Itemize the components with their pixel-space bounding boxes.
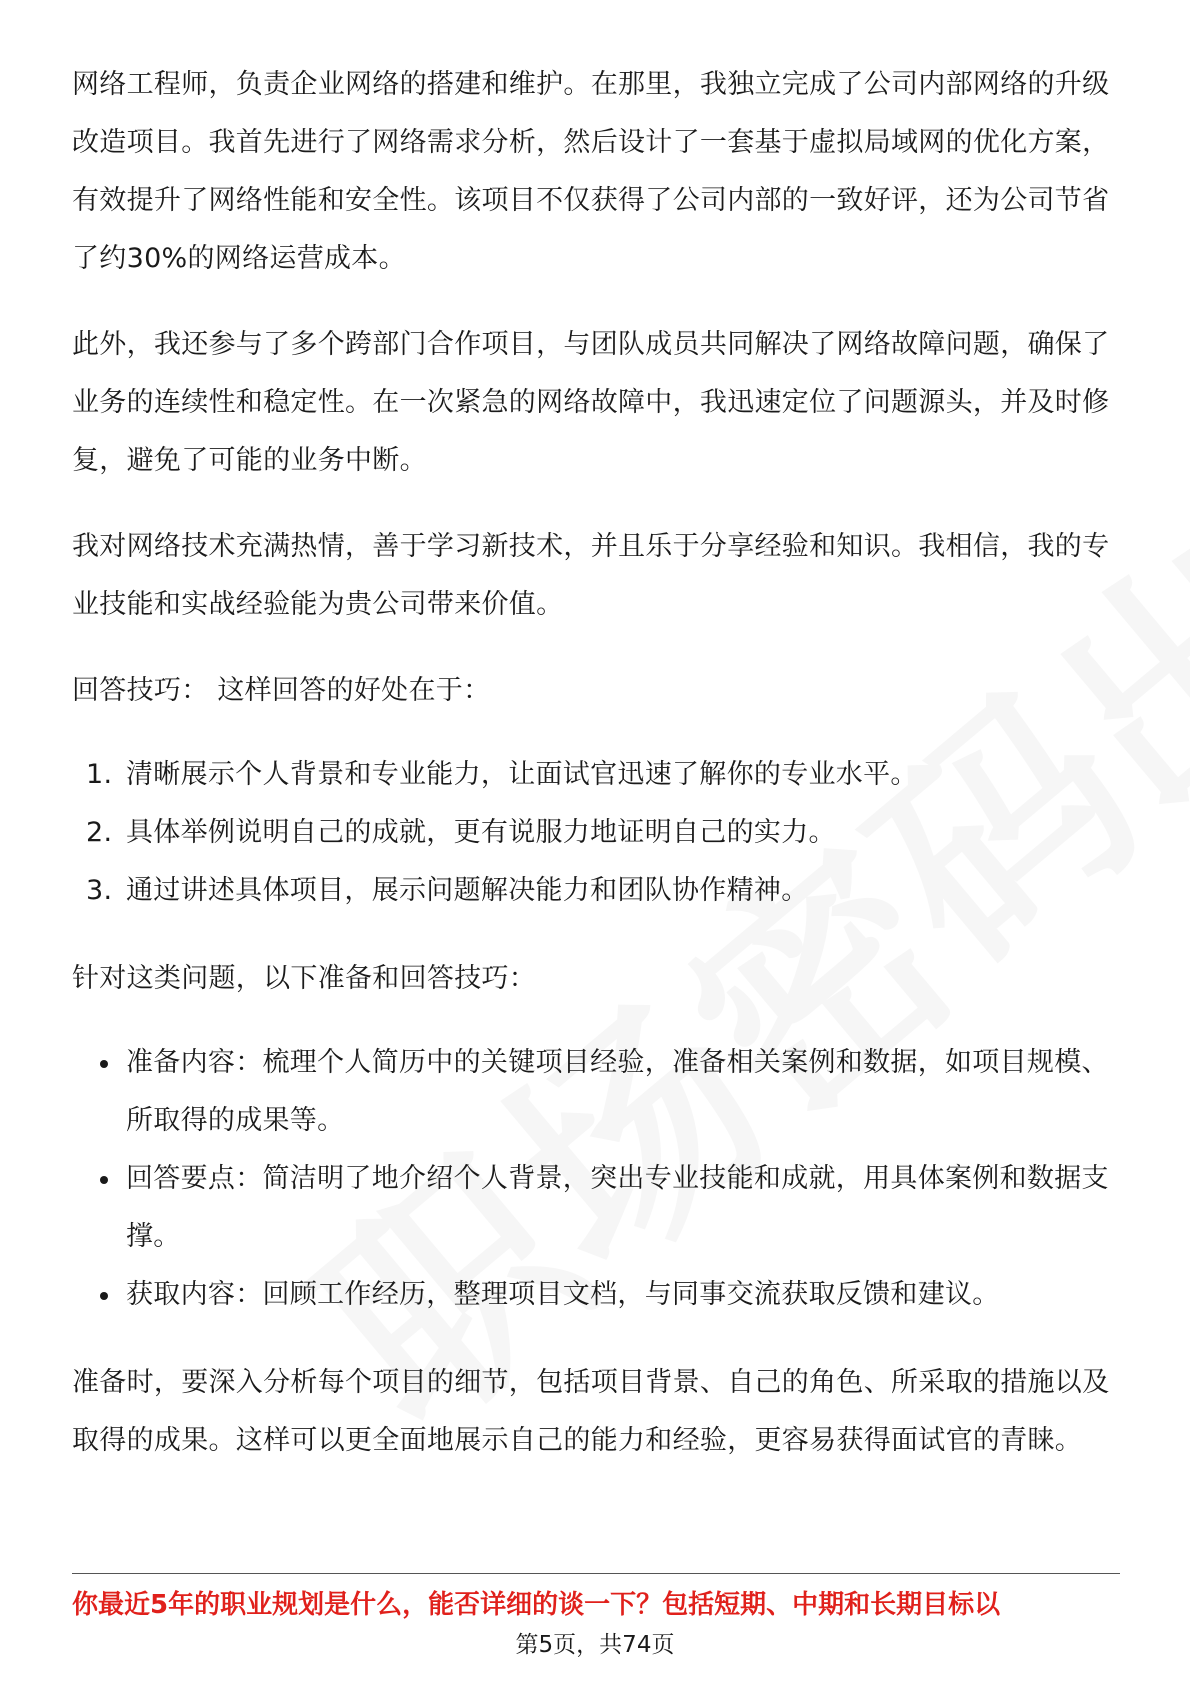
list-item bbox=[72, 804, 1122, 862]
list-number: 3. bbox=[86, 875, 113, 906]
list-item-text: 准备内容：梳理个人简历中的关键项目经验，准备相关案例和数据，如项目规模、所取得的成果等。 bbox=[126, 1047, 1109, 1136]
bullet-icon bbox=[100, 1060, 108, 1068]
list-item-text: 清晰展示个人背景和专业能力，让面试官迅速了解你的专业水平。 bbox=[126, 759, 918, 790]
list-item bbox=[72, 1266, 1122, 1324]
list-item bbox=[72, 1150, 1122, 1266]
list-item bbox=[72, 862, 1122, 920]
next-question-heading: 你最近5年的职业规划是什么，能否详细的谈一下？包括短期、中期和长期目标以 bbox=[72, 1590, 1001, 1620]
paragraph-prep-heading: 针对这类问题，以下准备和回答技巧： bbox=[72, 963, 537, 994]
footer-divider bbox=[72, 1573, 1120, 1574]
list-number: 2. bbox=[86, 817, 113, 848]
list-item-text: 具体举例说明自己的成就，更有说服力地证明自己的实力。 bbox=[126, 817, 836, 848]
list-item bbox=[72, 1034, 1122, 1150]
paragraph-cross-team: 此外，我还参与了多个跨部门合作项目，与团队成员共同解决了网络故障问题，确保了业务的连续性和稳定性。在一次紧急的网络故障中，我迅速定位了问题源头，并及时修复，避免了可能的业务中断。 bbox=[72, 329, 1110, 476]
page-number: 第5页，共74页 bbox=[515, 1632, 675, 1658]
bullet-icon bbox=[100, 1176, 108, 1184]
page-content bbox=[72, 56, 1122, 1498]
list-item bbox=[72, 746, 1122, 804]
ordered-list-benefits bbox=[72, 746, 1122, 920]
paragraph-answer-tips-heading: 回答技巧： 这样回答的好处在于： bbox=[72, 675, 491, 706]
bullet-list-prep bbox=[72, 1034, 1122, 1324]
paragraph-work-experience: 网络工程师，负责企业网络的搭建和维护。在那里，我独立完成了公司内部网络的升级改造项目。我首先进行了网络需求分析，然后设计了一套基于虚拟局域网的优化方案，有效提升了网络性能和安全性。该项目不仅获得了公司内部的一致好评，还为公司节省了约30%的网络运营成本。 bbox=[72, 69, 1110, 274]
list-item-text: 回答要点：简洁明了地介绍个人背景，突出专业技能和成就，用具体案例和数据支撑。 bbox=[126, 1163, 1109, 1252]
bullet-icon bbox=[100, 1292, 108, 1300]
list-item-text: 通过讲述具体项目，展示问题解决能力和团队协作精神。 bbox=[126, 875, 809, 906]
list-item-text: 获取内容：回顾工作经历，整理项目文档，与同事交流获取反馈和建议。 bbox=[126, 1279, 1000, 1310]
list-number: 1. bbox=[86, 759, 113, 790]
paragraph-prep-advice: 准备时，要深入分析每个项目的细节，包括项目背景、自己的角色、所采取的措施以及取得的成果。这样可以更全面地展示自己的能力和经验，更容易获得面试官的青睐。 bbox=[72, 1367, 1110, 1456]
paragraph-passion: 我对网络技术充满热情，善于学习新技术，并且乐于分享经验和知识。我相信，我的专业技能和实战经验能为贵公司带来价值。 bbox=[72, 531, 1110, 620]
